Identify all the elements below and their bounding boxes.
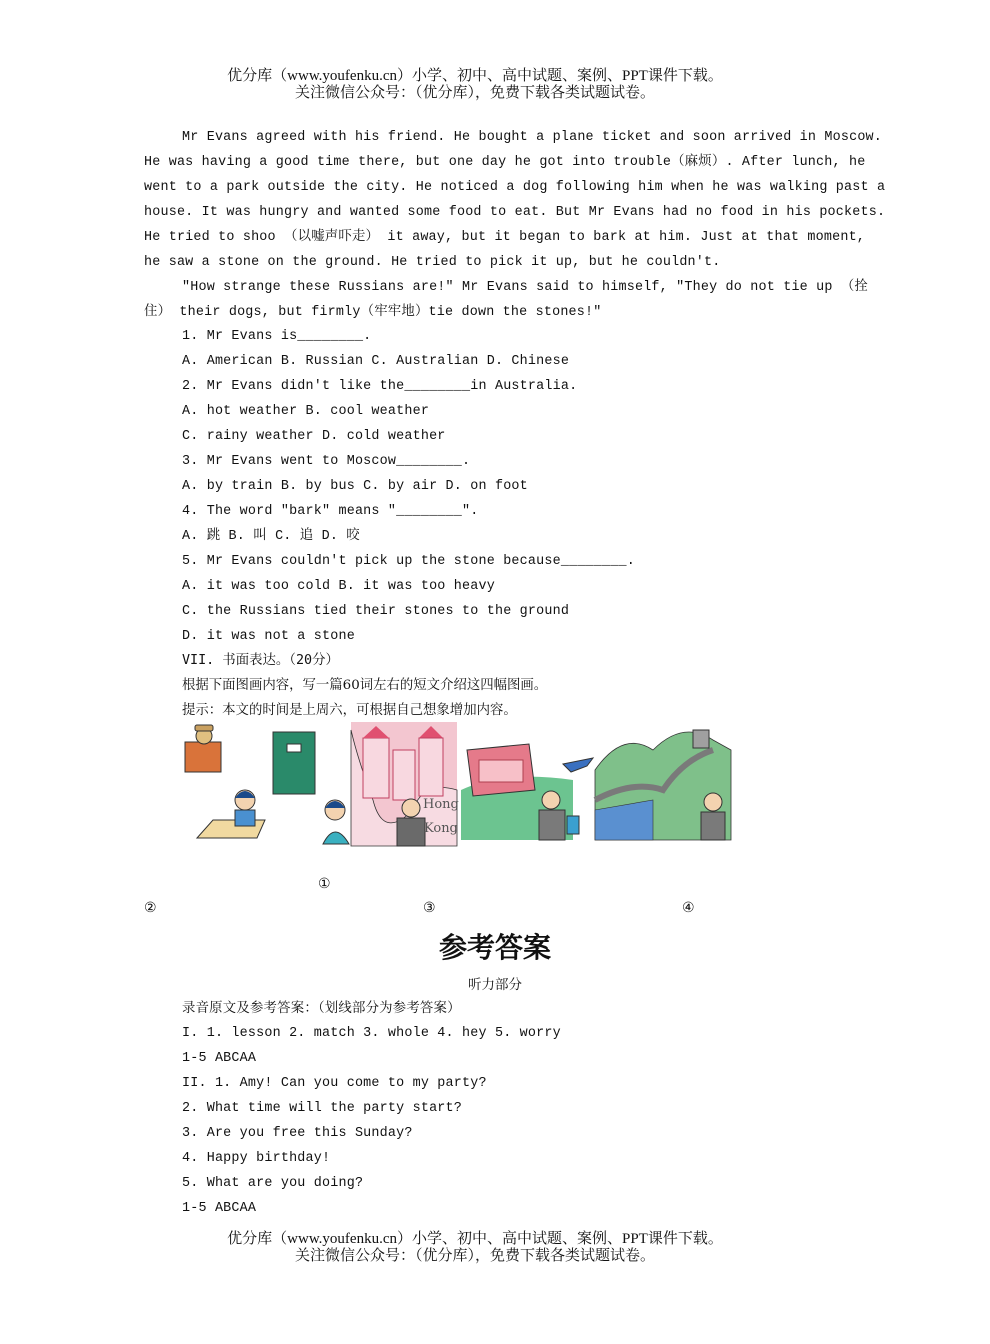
answer-line: II. 1. Amy! Can you come to my party? bbox=[182, 1076, 487, 1091]
quote-line: 住） their dogs, but firmly（牢牢地）tie down the stones!" bbox=[144, 305, 602, 320]
passage-line: He was having a good time there, but one day he got into trouble（麻烦）. After lunch, he bbox=[144, 155, 866, 170]
question-item: A. by train B. by bus C. by air D. on foot bbox=[182, 479, 528, 494]
answer-line: 2. What time will the party start? bbox=[182, 1101, 463, 1116]
reading-passage bbox=[144, 125, 886, 325]
answer-line: 3. Are you free this Sunday? bbox=[182, 1126, 413, 1141]
travel-hotel-illustration bbox=[461, 744, 593, 840]
question-item: A. hot weather B. cool weather bbox=[182, 404, 430, 419]
question-item: 1. Mr Evans is________. bbox=[182, 329, 372, 344]
question-item: A. 跳 B. 叫 C. 追 D. 咬 bbox=[182, 529, 360, 544]
kong-label: Kong bbox=[424, 821, 458, 836]
picture-strip bbox=[183, 720, 733, 848]
question-item: 5. Mr Evans couldn't pick up the stone because________. bbox=[182, 554, 635, 569]
picture-number-3: ③ bbox=[423, 900, 436, 916]
hong-kong-illustration bbox=[351, 722, 459, 846]
writing-heading: VII. 书面表达。（20分） bbox=[182, 653, 339, 668]
answer-title: 参考答案 bbox=[438, 931, 551, 964]
picture-number-4: ④ bbox=[682, 900, 695, 916]
page-header bbox=[0, 68, 950, 102]
picture-number-2: ② bbox=[144, 900, 157, 916]
footer-line-1: 优分库（www.youfenku.cn）小学、初中、高中试题、案例、PPT课件下载。 bbox=[227, 1231, 723, 1247]
question-item: C. the Russians tied their stones to the ground bbox=[182, 604, 570, 619]
question-item: D. it was not a stone bbox=[182, 629, 355, 644]
header-line-2: 关注微信公众号：（优分库），免费下载各类试题试卷。 bbox=[294, 85, 655, 101]
phone-girl-illustration bbox=[273, 732, 349, 844]
header-line-1: 优分库（www.youfenku.cn）小学、初中、高中试题、案例、PPT课件下载。 bbox=[227, 68, 723, 84]
question-item: A. it was too cold B. it was too heavy bbox=[182, 579, 495, 594]
question-item: 4. The word "bark" means "________". bbox=[182, 504, 479, 519]
footer-line-2: 关注微信公众号：（优分库），免费下载各类试题试卷。 bbox=[294, 1248, 655, 1264]
question-item: 2. Mr Evans didn't like the________in Australia. bbox=[182, 379, 578, 394]
telephone-desk-illustration bbox=[185, 725, 265, 838]
answer-line: 1-5 ABCAA bbox=[182, 1051, 257, 1066]
answer-intro: 录音原文及参考答案：（划线部分为参考答案） bbox=[182, 1001, 461, 1016]
passage-line: Mr Evans agreed with his friend. He bought a plane ticket and soon arrived in Moscow. bbox=[182, 130, 883, 145]
answer-line: I. 1. lesson 2. match 3. whole 4. hey 5. worry bbox=[182, 1026, 561, 1041]
passage-line: He tried to shoo （以嘘声吓走） it away, but it began to bark at him. Just at that moment, bbox=[144, 230, 866, 245]
passage-line: house. It was hungry and wanted some food to eat. But Mr Evans had no food in his pockets. bbox=[144, 205, 886, 220]
answer-subtitle: 听力部分 bbox=[468, 977, 522, 993]
question-item: A. American B. Russian C. Australian D. Chinese bbox=[182, 354, 570, 369]
question-item: 3. Mr Evans went to Moscow________. bbox=[182, 454, 471, 469]
picture-number-1: ① bbox=[318, 876, 331, 892]
quote-line: "How strange these Russians are!" Mr Evans said to himself, "They do not tie up （拴 bbox=[182, 280, 869, 295]
writing-instruction: 根据下面图画内容，写一篇60词左右的短文介绍这四幅图画。 bbox=[182, 678, 548, 693]
passage-line: he saw a stone on the ground. He tried to pick it up, but he couldn't. bbox=[144, 255, 721, 270]
great-wall-illustration bbox=[595, 730, 731, 840]
writing-hint: 提示：本文的时间是上周六，可根据自己想象增加内容。 bbox=[182, 703, 517, 718]
answer-line: 4. Happy birthday! bbox=[182, 1151, 331, 1166]
question-item: C. rainy weather D. cold weather bbox=[182, 429, 446, 444]
page-footer bbox=[0, 1231, 950, 1265]
answer-line: 1-5 ABCAA bbox=[182, 1201, 257, 1216]
hong-label: Hong bbox=[423, 797, 459, 812]
answer-line: 5. What are you doing? bbox=[182, 1176, 364, 1191]
passage-line: went to a park outside the city. He noticed a dog following him when he was walking past a bbox=[144, 180, 886, 195]
